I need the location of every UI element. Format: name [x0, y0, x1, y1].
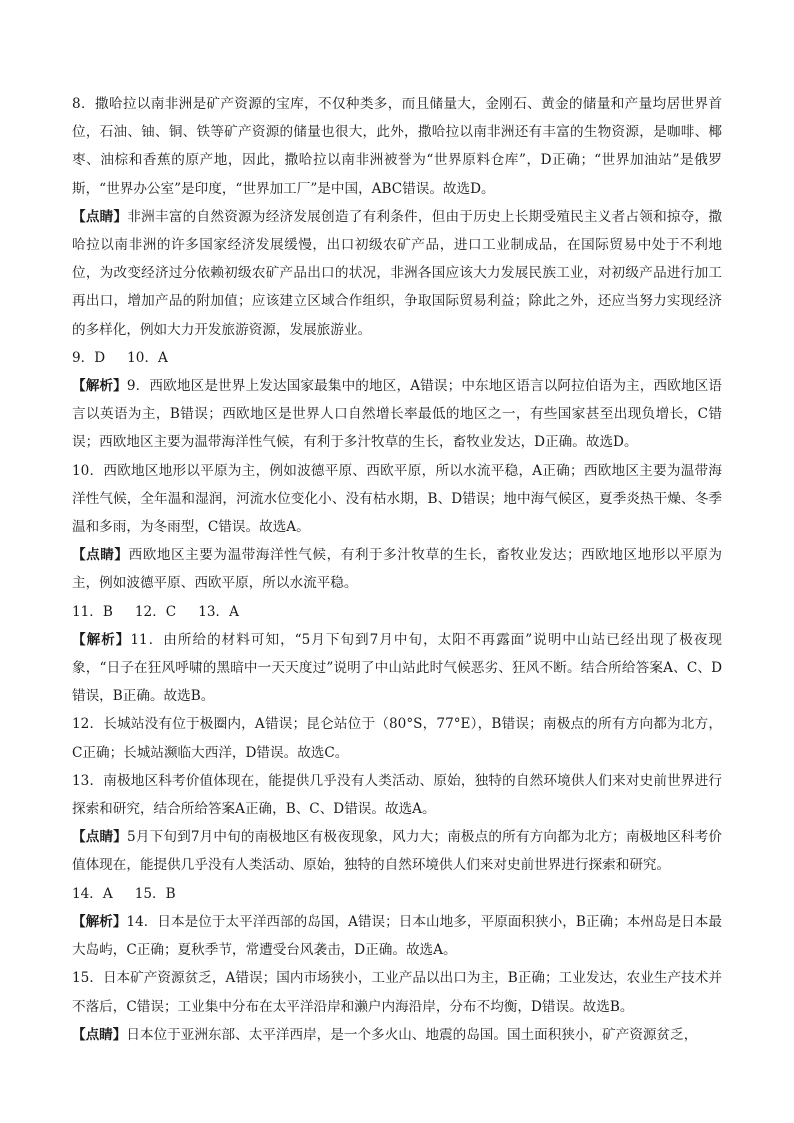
- answer-10: 10．A: [127, 349, 168, 366]
- paragraph-8: 8．撒哈拉以南非洲是矿产资源的宝库，不仅种类多，而且储量大，金刚石、黄金的储量和产量均居世界首位，石油、铀、铜、铁等矿产资源的储量也很大，此外，撒哈拉以南非洲还有丰富的生物资源，是咖啡、椰枣、油棕和香蕉的原产地，因此，撒哈拉以南非洲被誉为“世界原料仓库”，D正确；“世界加油站”是俄罗斯，“世界办公室”是印度，“世界加工厂”是中国，ABC错误。故选D。: [72, 96, 722, 197]
- answer-line-9-10: [72, 344, 722, 372]
- paragraph-tip-11-13: 【点睛】5月下旬到7月中旬的南极地区有极夜现象，风力大；南极点的所有方向都为北方；南极地区科考价值体现在，能提供几乎没有人类活动、原始，独特的自然环境供人们来对史前世界进行探索和研究。: [72, 829, 723, 874]
- paragraph-analysis-11: 【解析】11．由所给的材料可知，“5月下旬到7月中旬，太阳不再露面”说明中山站已经出现了极夜现象，“日子在狂风呼啸的黑暗中一天天度过”说明了中山站此时气候恶劣、狂风不断。结合所给答案A、C、D错误，B正确。故选B。: [72, 631, 722, 705]
- tip-tag: 【点睛】: [72, 1026, 127, 1043]
- paragraph-12: 12．长城站没有位于极圈内，A错误；昆仑站位于（80°S，77°E），B错误；南极点的所有方向都为北方，C正确；长城站濒临大西洋，D错误。故选C。: [72, 716, 722, 761]
- paragraph-15: 15．日本矿产资源贫乏，A错误；国内市场狭小，工业产品以出口为主，B正确；工业发达，农业生产技术并不落后，C错误；工业集中分布在太平洋沿岸和濑户内海沿岸，分布不均衡，D错误。故选B。: [72, 970, 722, 1015]
- paragraph-analysis-14: 【解析】14．日本是位于太平洋西部的岛国，A错误；日本山地多，平原面积狭小，B正确；本州岛是日本最大岛屿，C正确；夏秋季节，常遭受台风袭击，D正确。故选A。: [72, 913, 723, 959]
- answer-9: 9．D: [72, 349, 106, 366]
- paragraph-tip-14-15: 【点睛】日本位于亚洲东部、太平洋西岸，是一个多火山、地震的岛国。国土面积狭小，矿产资源贫乏，: [72, 1026, 698, 1043]
- answer-line-14-15: [72, 880, 722, 908]
- paragraph-tip-8: 【点睛】非洲丰富的自然资源为经济发展创造了有利条件，但由于历史上长期受殖民主义者占领和掠夺，撒哈拉以南非洲的许多国家经济发展缓慢，出口初级农矿产品，进口工业制成品，在国际贸易中处于不利地位，为改变经济过分依赖初级农矿产品出口的状况，非洲各国应该大力发展民族工业，对初级产品进行加工再出口，增加产品的附加值；应该建立区域合作组织，争取国际贸易利益；除此之外，还应当努力实现经济的多样化，例如大力开发旅游资源，发展旅游业。: [72, 208, 723, 338]
- answer-13: 13．A: [198, 603, 239, 620]
- tip-tag: 【点睛】: [72, 829, 128, 846]
- answer-14: 14．A: [72, 885, 113, 902]
- answer-line-11-13: [72, 598, 722, 626]
- paragraph-13: 13．南极地区科考价值体现在，能提供几乎没有人类活动、原始，独特的自然环境供人们来对史前世界进行探索和研究，结合所给答案A正确，B、C、D错误。故选A。: [72, 772, 722, 818]
- tip-tag: 【点睛】: [72, 208, 128, 225]
- answer-12: 12．C: [134, 603, 177, 620]
- paragraph-tip-9-10: 【点睛】西欧地区主要为温带海洋性气候，有利于多汁牧草的生长，畜牧业发达；西欧地区地形以平原为主，例如波德平原、西欧平原，所以水流平稳。: [72, 547, 723, 592]
- analysis-tag: 【解析】: [72, 913, 127, 930]
- answer-15: 15．B: [134, 885, 176, 902]
- answer-11: 11．B: [72, 603, 113, 620]
- paragraph-analysis-9: 【解析】9．西欧地区是世界上发达国家最集中的地区，A错误；中东地区语言以阿拉伯语为主，西欧地区语言以英语为主，B错误；西欧地区是世界人口自然增长率最低的地区之一，有些国家甚至出现负增长，C错误；西欧地区主要为温带海洋性气候，有利于多汁牧草的生长，畜牧业发达，D正确。故选D。: [72, 378, 722, 451]
- analysis-tag: 【解析】: [72, 631, 131, 648]
- analysis-tag: 【解析】: [72, 378, 127, 395]
- tip-tag: 【点睛】: [72, 547, 129, 564]
- paragraph-10: 10．西欧地区地形以平原为主，例如波德平原、西欧平原，所以水流平稳，A正确；西欧地区主要为温带海洋性气候，全年温和湿润，河流水位变化小、没有枯水期，B、D错误；地中海气候区，夏季炎热干燥、冬季温和多雨，为冬雨型，C错误。故选A。: [72, 462, 722, 536]
